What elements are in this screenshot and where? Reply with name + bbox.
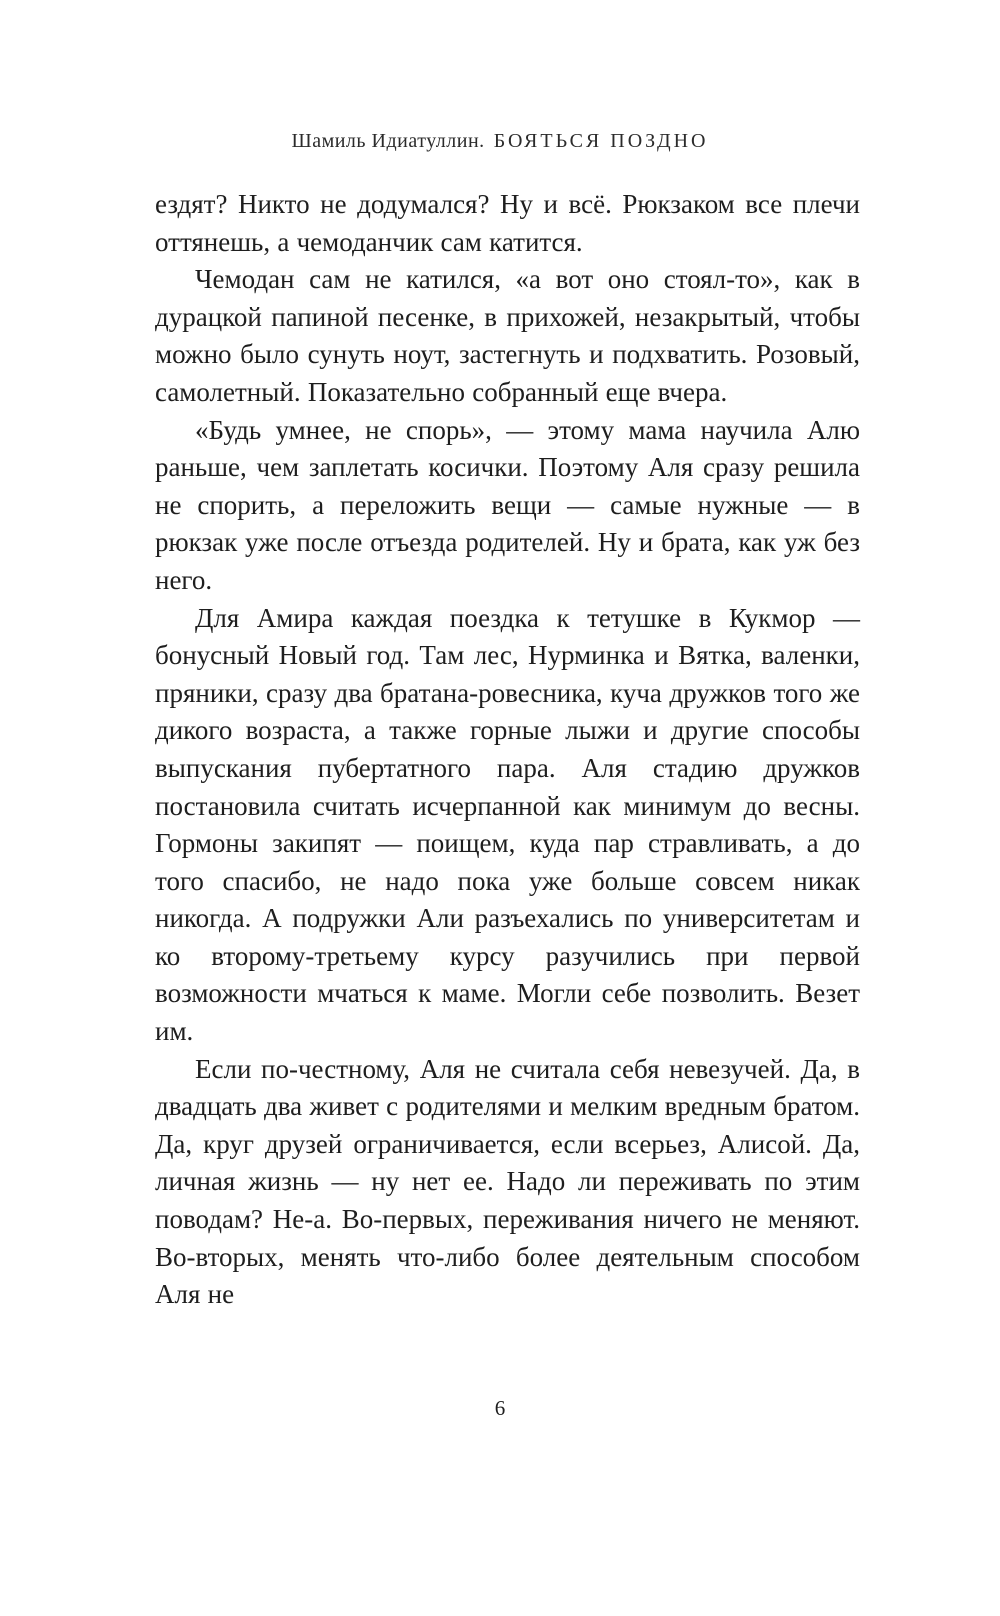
page-text [155, 186, 860, 1314]
paragraph: Для Амира каждая поездка к тетушке в Кукмор — бонусный Новый год. Там лес, Нурминка и Вятка, валенки, пряники, сразу два братана-ровесника, куча дружков того же дикого возраста, а также горные лыжи и другие способы выпускания пубертатного пара. Аля стадию дружков постановила считать исчерпанной как минимум до весны. Гормоны закипят — поищем, куда пар стравливать, а до того спасибо, не надо пока уже больше совсем никак никогда. А подружки Али разъехались по университетам и ко второму-третьему курсу разучились при первой возможности мчаться к маме. Могли себе позволить. Везет им. [155, 602, 860, 1047]
paragraph: «Будь умнее, не спорь», — этому мама научила Алю раньше, чем заплетать косички. Поэтому Аля сразу решила не спорить, а переложить вещи — самые нужные — в рюкзак уже после отъезда родителей. Ну и брата, как уж без него. [155, 414, 860, 595]
paragraph: ездят? Никто не додумался? Ну и всё. Рюкзаком все плечи оттянешь, а чемоданчик сам катится. [155, 189, 860, 257]
paragraph: Чемодан сам не катился, «а вот оно стоял-то», как в дурацкой папиной песенке, в прихожей, незакрытый, чтобы можно было сунуть ноут, застегнуть и подхватить. Розовый, самолетный. Показательно собранный еще вчера. [155, 264, 860, 407]
running-head-author: Шамиль Идиатуллин. [291, 130, 485, 152]
running-head [0, 130, 1000, 153]
page-number: 6 [494, 1396, 506, 1420]
running-head-title: БОЯТЬСЯ ПОЗДНО [493, 130, 709, 152]
paragraph: Если по-честному, Аля не считала себя невезучей. Да, в двадцать два живет с родителями и мелким вредным братом. Да, круг друзей ограничивается, если всерьез, Алисой. Да, личная жизнь — ну нет ее. Надо ли переживать по этим поводам? Не-а. Во-первых, переживания ничего не меняют. Во-вторых, менять что-либо более деятельным способом Аля не [155, 1053, 860, 1310]
